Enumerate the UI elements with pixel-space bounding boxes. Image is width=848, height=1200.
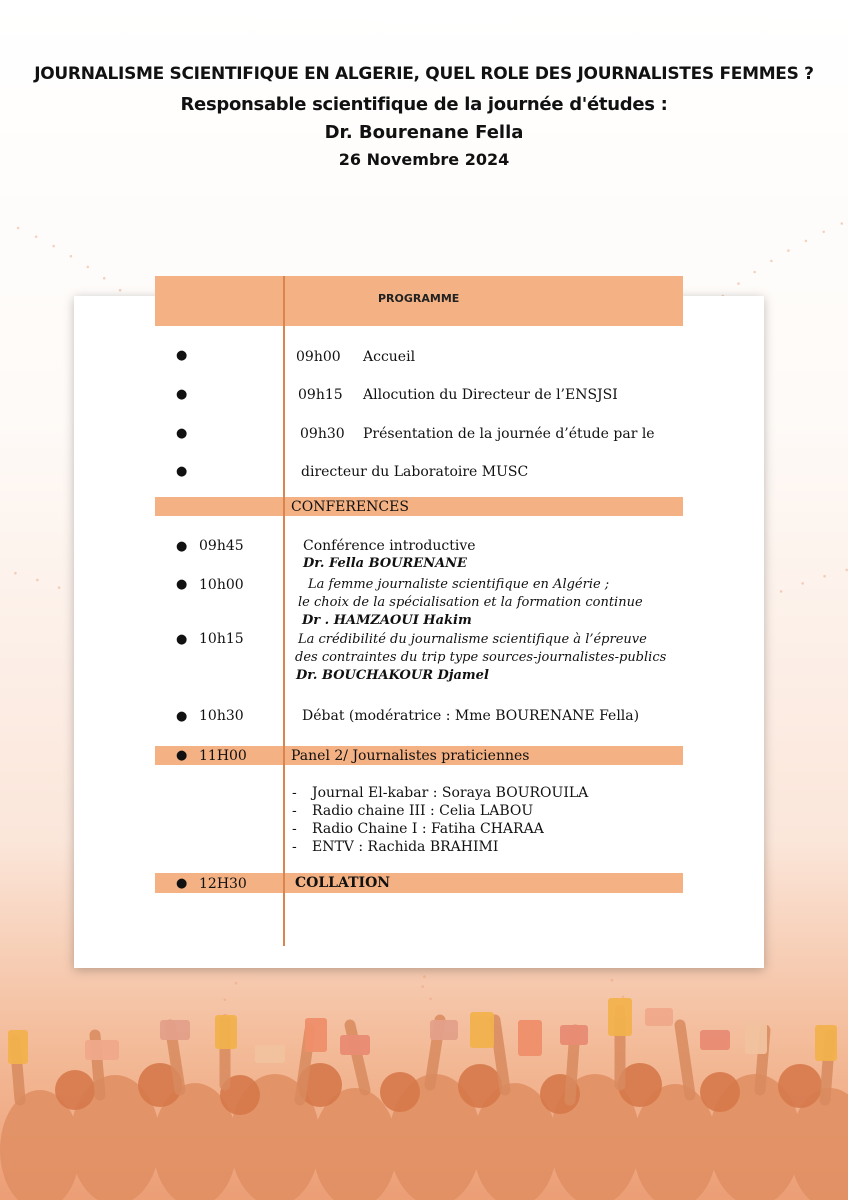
panel-member-3: Radio Chaine I : Fatiha CHARAA — [312, 821, 544, 837]
conf-time-4: 10h30 — [199, 708, 244, 724]
phone-icon — [8, 1030, 28, 1064]
decor-dot — [103, 277, 106, 280]
decor-dot — [753, 271, 756, 274]
conf-speaker-3: Dr. BOUCHAKOUR Djamel — [296, 668, 489, 683]
conf-title-2b: le choix de la spécialisation et la formation continue — [298, 595, 643, 610]
event-date: 26 Novembre 2024 — [338, 150, 510, 169]
decor-dot — [52, 245, 55, 248]
conferences-band — [155, 497, 683, 516]
phone-icon — [305, 1018, 327, 1052]
dash: - — [292, 803, 297, 819]
bullet-icon: ● — [176, 577, 188, 592]
decor-dot — [17, 227, 20, 230]
decor-dot — [823, 575, 826, 578]
panel-member-2: Radio chaine III : Celia LABOU — [312, 803, 534, 819]
phone-icon — [645, 1008, 673, 1026]
bullet-icon: ● — [176, 539, 188, 554]
decor-dot — [70, 255, 73, 258]
phone-icon — [430, 1020, 458, 1040]
phone-icon — [745, 1020, 767, 1054]
bullet-icon: ● — [176, 876, 188, 891]
decor-dot — [770, 260, 773, 263]
conf-title-3b: des contraintes du trip type sources-journalistes-publics — [295, 650, 667, 665]
opening-time-3: 09h30 — [300, 426, 345, 442]
programme-divider-line — [283, 276, 285, 946]
conf-time-3: 10h15 — [199, 631, 244, 647]
decor-dot — [805, 240, 808, 243]
decor-dot — [780, 590, 783, 593]
decor-dot — [36, 579, 39, 582]
panel-member-4: ENTV : Rachida BRAHIMI — [312, 839, 499, 855]
closing-time: 12H30 — [199, 876, 247, 892]
bullet-icon: ● — [176, 348, 188, 363]
phone-icon — [560, 1025, 588, 1045]
responsable-name: Dr. Bourenane Fella — [324, 122, 524, 143]
conferences-title: CONFERENCES — [291, 499, 409, 515]
opening-time-1: 09h00 — [296, 349, 341, 365]
bullet-icon: ● — [176, 387, 188, 402]
decor-dot — [14, 572, 17, 575]
responsable-label: Responsable scientifique de la journée d'études : — [180, 94, 668, 115]
dash: - — [292, 821, 297, 837]
phone-icon — [608, 998, 632, 1036]
decor-dot — [58, 586, 61, 589]
decor-dot — [841, 222, 844, 225]
decor-dot — [87, 266, 90, 269]
opening-text-3: Présentation de la journée d’étude par le — [363, 426, 655, 442]
phone-icon — [160, 1020, 190, 1040]
panel-time: 11H00 — [199, 748, 247, 764]
phone-icon — [255, 1045, 285, 1063]
bullet-icon: ● — [176, 464, 188, 479]
conf-time-2: 10h00 — [199, 577, 244, 593]
bullet-icon: ● — [176, 426, 188, 441]
page-title: JOURNALISME SCIENTIFIQUE EN ALGERIE, QUEL ROLE DES JOURNALISTES FEMMES ? — [34, 64, 814, 84]
decor-dot — [822, 231, 825, 234]
conf-title-3a: La crédibilité du journalisme scientifique à l’épreuve — [298, 632, 647, 647]
decor-dot — [611, 979, 614, 982]
programme-title: PROGRAMME — [378, 292, 460, 305]
decor-dot — [423, 975, 426, 978]
panel-title: Panel 2/ Journalistes praticiennes — [291, 748, 530, 764]
conf-title-4: Débat (modératrice : Mme BOURENANE Fella) — [302, 708, 640, 724]
conf-time-1: 09h45 — [199, 538, 244, 554]
opening-text-2: Allocution du Directeur de l’ENSJSI — [363, 387, 618, 403]
dash: - — [292, 839, 297, 855]
closing-text: COLLATION — [295, 875, 391, 891]
opening-text-1: Accueil — [363, 349, 416, 365]
bullet-icon: ● — [176, 709, 188, 724]
phone-icon — [700, 1030, 730, 1050]
phone-icon — [518, 1020, 542, 1056]
conf-title-2a: La femme journaliste scientifique en Algérie ; — [308, 577, 610, 592]
dash: - — [292, 785, 297, 801]
decor-dot — [801, 582, 804, 585]
phone-icon — [85, 1040, 119, 1060]
phone-icon — [340, 1035, 370, 1055]
bullet-icon: ● — [176, 632, 188, 647]
decor-dot — [119, 289, 122, 292]
bullet-icon: ● — [176, 748, 188, 763]
phone-icon — [470, 1012, 494, 1048]
phone-icon — [215, 1015, 237, 1049]
decor-dot — [235, 982, 238, 985]
decor-dot — [737, 282, 740, 285]
decor-dot — [35, 235, 38, 238]
conf-speaker-2: Dr . HAMZAOUI Hakim — [302, 613, 472, 628]
opening-text-4: directeur du Laboratoire MUSC — [301, 464, 529, 480]
phone-icon — [815, 1025, 837, 1061]
conf-title-1: Conférence introductive — [303, 538, 476, 554]
crowd-illustration — [0, 990, 848, 1200]
decor-dot — [787, 249, 790, 252]
panel-member-1: Journal El-kabar : Soraya BOUROUILA — [312, 785, 589, 801]
conf-speaker-1: Dr. Fella BOURENANE — [303, 556, 467, 571]
opening-time-2: 09h15 — [298, 387, 343, 403]
decor-dot — [421, 985, 424, 988]
